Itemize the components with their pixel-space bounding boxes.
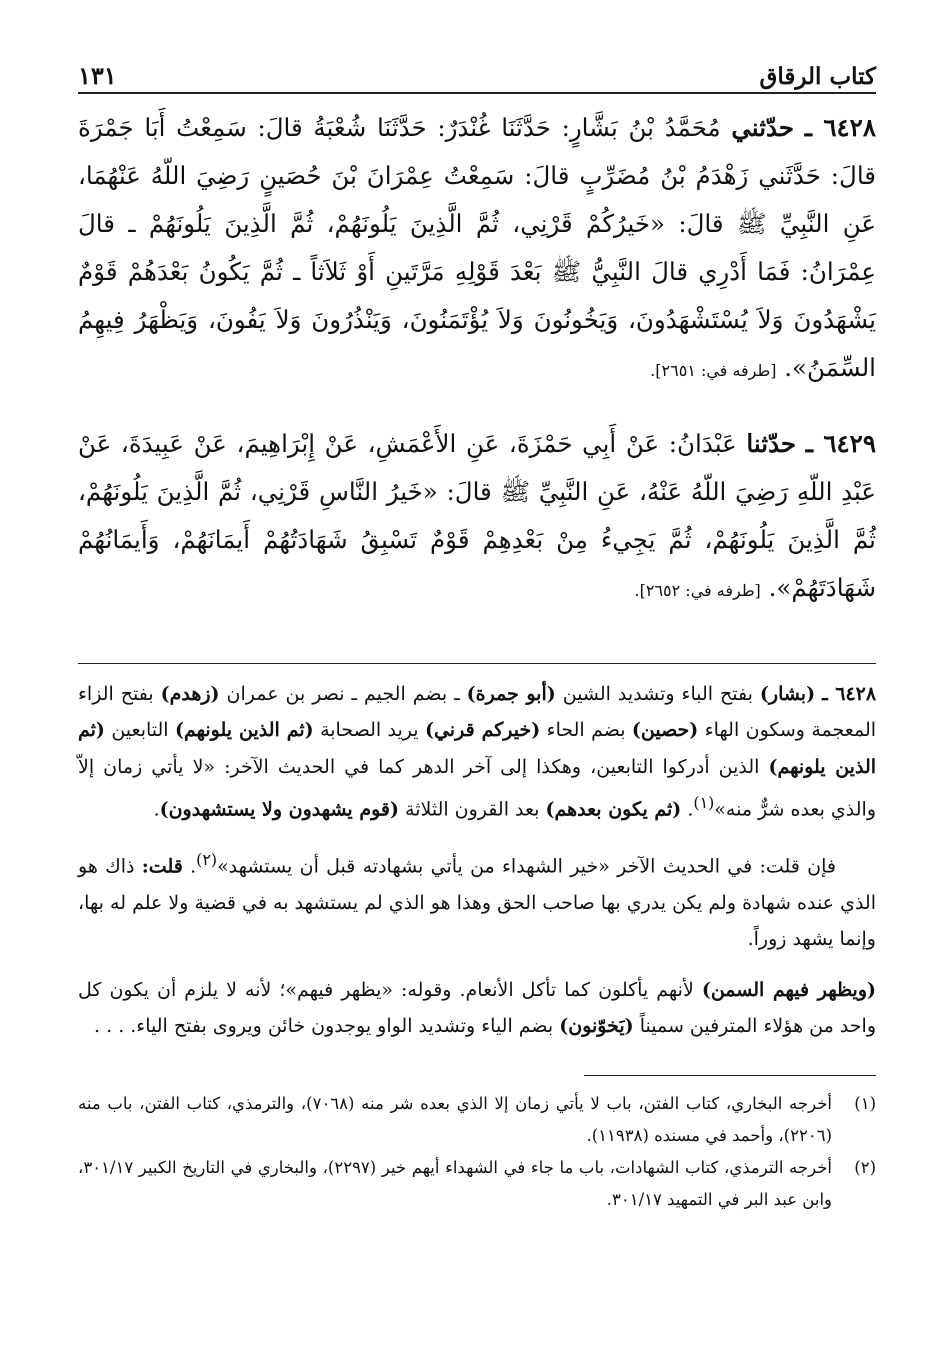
commentary-text: بضم الحاء [546,719,626,741]
commentary-text: بعد القرون الثلاثة [405,798,540,821]
footnote-1 [78,1088,876,1152]
commentary-term: (ثم الذين يلونهم) [174,719,314,741]
page-header [78,40,876,90]
header-rule [78,92,876,94]
commentary-term: (حصين) [631,719,699,741]
hadith-6428 [78,104,876,395]
footnote-2 [78,1152,876,1216]
footnote-text: أخرجه الترمذي، كتاب الشهادات، باب ما جاء في الشهداء أيهم خير (٢٢٩٧)، والبخاري في التاريخ الكبير ٣٠١/١٧، وابن عبد البر في التمهيد ٣٠١/١٧. [78,1157,832,1209]
commentary-term: (أبو جمرة) [466,682,556,705]
footnote-number: (٢) [854,1157,876,1177]
commentary-punct: . [153,798,160,821]
footnote-text: أخرجه البخاري، كتاب الفتن، باب لا يأتي زمان إلا الذي بعده شر منه (٧٠٦٨)، والترمذي، كتاب الفتن، باب منه (٢٢٠٦)، وأحمد في مسنده (١١٩٣٨). [78,1093,832,1145]
footnote-separator [584,1075,876,1076]
commentary-term: (خيركم قرني) [424,719,541,741]
commentary-paragraph-2 [78,842,876,958]
running-title: كتاب الرقاق [759,63,876,90]
commentary-punct: . [190,855,197,878]
hadith-reference: [طرفه في: ٢٦٥٢]. [634,580,761,600]
hadith-reference: [طرفه في: ٢٦٥١]. [650,361,777,380]
commentary-separator [78,663,876,664]
commentary-text: بفتح الزاء المعجمة وسكون الهاء [78,682,877,741]
commentary-text: يريد الصحابة [320,719,419,741]
commentary-paragraph-3 [78,972,876,1045]
commentary-term: (يَخوّنون) [559,1015,634,1038]
hadith-6429 [78,420,876,615]
hadith-lead: حدّثني [731,113,795,142]
commentary-term: قلت: [141,855,183,878]
footnote-marker: (٢) [196,849,218,869]
book-page [78,40,876,1216]
commentary-number: ٦٤٢٨ ـ [822,682,877,705]
page-number: ١٣١ [78,61,117,90]
commentary-term: (ويظهر فيهم السمن) [701,978,876,1001]
commentary-term: (بشار) [759,682,816,705]
commentary-term: (زهدم) [160,682,220,705]
hadith-number: ٦٤٢٨ ـ [804,113,876,142]
commentary-text: ـ بضم الجيم ـ نصر بن عمران [226,682,460,705]
footnote-marker: (١) [693,793,715,812]
commentary-term: (ثم يكون بعدهم) [545,798,682,821]
commentary-text: بضم الياء وتشديد الواو يوجدون خائن ويروى بفتح الياء. . . . [94,1015,554,1038]
commentary-term: (ثم الذين يلونهم) [78,719,877,778]
hadith-lead: حدّثنا [746,428,797,458]
commentary-text: ذاك هو الذي عنده شهادة ولم يكن يدري بها صاحب الحق وهذا هو الذي لم يستشهد به في قضية ولا علم له بها، وإنما يشهد زوراً. [78,855,876,951]
commentary-text: الذين أدركوا التابعين، وهكذا إلى آخر الدهر كما في الحديث الآخر: «لا يأتي زمان إلاّ والذي بعده شرٌّ منه» [78,755,876,821]
commentary-text: التابعين [111,719,169,741]
commentary-text: لأنهم يأكلون كما تأكل الأنعام. وقوله: «يظهر فيهم»؛ لأنه لا يلزم أن يكون كل واحد من هؤلاء المترفين سميناً [78,978,876,1038]
footnote-number: (١) [854,1093,876,1113]
commentary-text: بفتح الباء وتشديد الشين [562,682,753,705]
hadith-text: مُحَمَّدُ بْنُ بَشَّارٍ: حَدَّثَنَا غُنْدَرٌ: حَدَّثَنَا شُعْبَةُ قالَ: سَمِعْتُ أَبَا جَمْرَةَ قالَ: حَدَّثَني زَهْدَمُ بْنُ مُضَرِّبٍ قالَ: سَمِعْتُ عِمْرَانَ بْنَ حُصَينٍ رَضِيَ اللّهُ عَنْهُمَا، عَنِ النَّبِيِّ ﷺ قالَ: «خَيرُكُمْ قَرْنِي، ثُمَّ الَّذِينَ يَلُونَهُمْ، ثُمَّ الَّذِينَ يَلُونَهُمْ ـ قالَ عِمْرَانُ: فَمَا أَدْرِي قالَ النَّبِيُّ ﷺ بَعْدَ قَوْلِهِ مَرَّتَينِ أَوْ ثَلاَثاً ـ ثُمَّ يَكُونُ بَعْدَهُمْ قَوْمٌ يَشْهَدُونَ وَلاَ يُسْتَشْهَدُونَ، وَيَخُونُونَ وَلاَ يُؤْتَمَنُونَ، وَيَنْذُرُونَ وَلاَ يَفُونَ، وَيَظْهَرُ فِيهِمُ السِّمَنُ». [78,113,876,382]
commentary-punct: . [687,798,694,821]
commentary-text: فإن قلت: في الحديث الآخر «خير الشهداء من يأتي بشهادته قبل أن يستشهد» [217,855,836,878]
commentary-term: (قوم يشهدون ولا يستشهدون) [159,798,399,821]
hadith-number: ٦٤٢٩ ـ [805,428,876,458]
commentary-paragraph-1 [78,676,876,828]
hadith-text: عَبْدَانُ: عَنْ أَبِي حَمْزَةَ، عَنِ الأَعْمَشِ، عَنْ إِبْرَاهِيمَ، عَنْ عَبِيدَةَ، عَنْ عَبْدِ اللّهِ رَضِيَ اللّهُ عَنْهُ، عَنِ النَّبِيِّ ﷺ قالَ: «خَيرُ النَّاسِ قَرْنِي، ثُمَّ الَّذِينَ يَلُونَهُمْ، ثُمَّ الَّذِينَ يَلُونَهُمْ، ثُمَّ يَجِيءُ مِنْ بَعْدِهِمْ قَوْمٌ تَسْبِقُ شَهَادَتُهُمْ أَيمَانَهُمْ، وَأَيمَانُهُمْ شَهَادَتَهُمْ». [78,428,876,602]
